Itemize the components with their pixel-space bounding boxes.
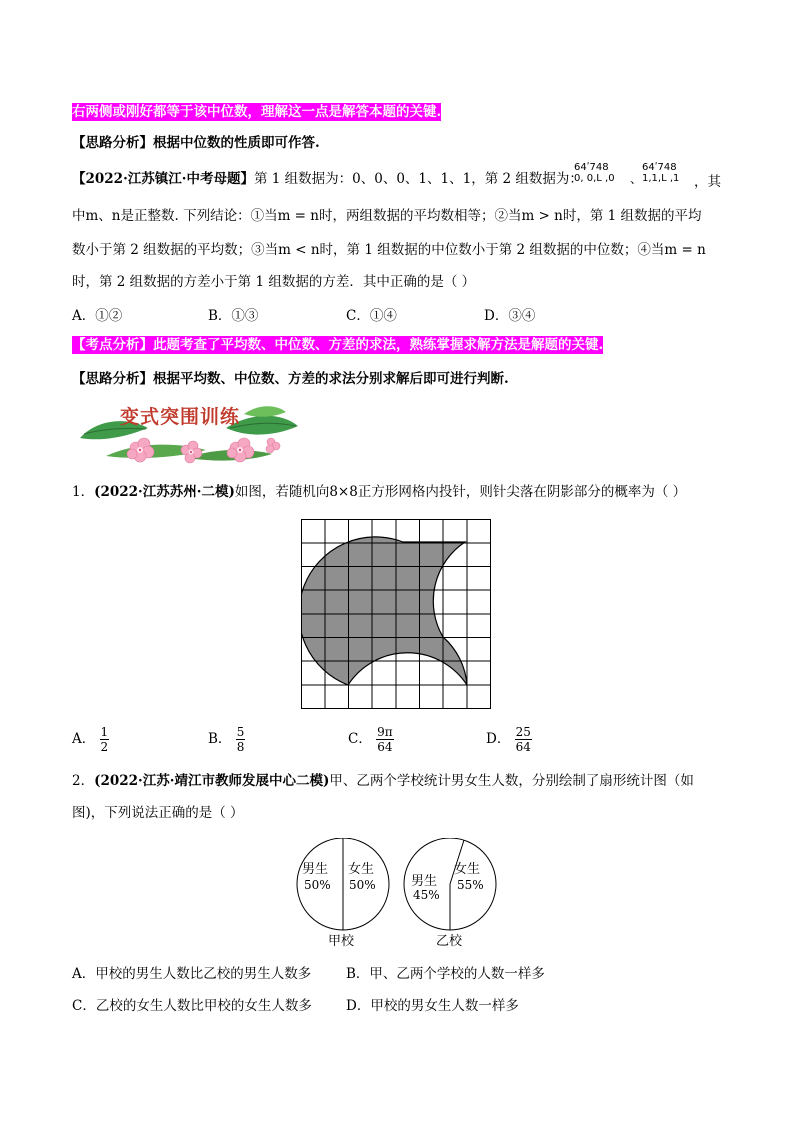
banner-title: 变式突围训练 xyxy=(120,406,241,428)
q1-option-b xyxy=(208,725,245,754)
mother-option-a: A．①② xyxy=(72,308,123,324)
thinking-analysis-2 xyxy=(72,370,509,388)
grid-with-shaded-region xyxy=(301,519,491,709)
pie-yi-right-pct: 55% xyxy=(457,878,484,892)
q1-grid-figure xyxy=(301,519,491,709)
pie-yi-caption: 乙校 xyxy=(436,934,463,949)
mother-option-b: B．①③ xyxy=(208,308,259,324)
section-banner xyxy=(76,398,302,464)
option-label: C． xyxy=(348,731,372,747)
formula-1-top: 64ʹ748 xyxy=(574,162,609,173)
thinking-text: 根据中位数的性质即可作答. xyxy=(153,135,320,151)
analysis-highlight xyxy=(72,336,603,354)
mother-problem-line2: 中m、n是正整数. 下列结论：①当m = n时，两组数据的平均数相等；②当m > n时，第 1 组数据的平均 xyxy=(72,208,702,224)
mother-problem-line4: 时，第 2 组数据的方差小于第 1 组数据的方差．其中正确的是（ ） xyxy=(72,274,476,290)
pie-yi-right-label: 女生 xyxy=(454,862,481,877)
q2-source: (2022·江苏·靖江市教师发展中心二模) xyxy=(94,773,330,789)
q2-text-1: 甲、乙两个学校统计男女生人数，分别绘制了扇形统计图（如 xyxy=(329,773,694,789)
q1-stem xyxy=(72,483,686,501)
analysis-text: 此题考查了平均数、中位数、方差的求法，熟练掌握求解方法是解题的关键. xyxy=(153,337,604,353)
q1-number: 1． xyxy=(72,484,95,500)
pie-yi-left-label: 男生 xyxy=(411,874,438,889)
thinking-analysis-1 xyxy=(72,134,320,152)
option-label: D． xyxy=(486,731,511,747)
formula-2-top: 64ʹ748 xyxy=(642,162,677,173)
thinking-text: 根据平均数、中位数、方差的求法分别求解后即可进行判断. xyxy=(153,371,509,387)
q2-pie-figure xyxy=(292,838,502,950)
option-label: A． xyxy=(72,731,96,747)
mother-problem-tag: 【2022·江苏镇江·中考母题】 xyxy=(72,171,254,187)
pie-jia-right-label: 女生 xyxy=(348,862,375,877)
pie-charts xyxy=(292,838,502,950)
analysis-tag: 【考点分析】 xyxy=(72,337,153,353)
q1-option-a xyxy=(72,725,109,754)
pie-jia-caption: 甲校 xyxy=(328,934,355,949)
pie-yi-left-pct: 45% xyxy=(413,888,440,902)
numerator: 5 xyxy=(236,725,245,739)
q2-number: 2． xyxy=(72,773,95,789)
pie-jia-left-label: 男生 xyxy=(302,862,329,877)
denominator: 2 xyxy=(100,740,109,754)
q1-option-d xyxy=(486,725,532,754)
highlight-text: 右两侧或刚好都等于该中位数，理解这一点是解答本题的关键. xyxy=(72,104,442,120)
q2-stem-line1 xyxy=(72,772,694,790)
fraction xyxy=(100,725,110,754)
mother-problem-line1 xyxy=(72,170,583,188)
mother-option-c: C．①④ xyxy=(346,308,397,324)
thinking-tag: 【思路分析】 xyxy=(72,135,153,151)
fraction xyxy=(376,725,394,754)
mother-problem-text-b: ，其 xyxy=(694,174,721,190)
thinking-tag: 【思路分析】 xyxy=(72,371,153,387)
q2-option-a: A．甲校的男生人数比乙校的男生人数多 xyxy=(72,966,312,982)
broken-formula-2 xyxy=(642,162,679,184)
q1-option-c xyxy=(348,725,394,754)
option-label: B． xyxy=(208,731,232,747)
formula-2-bottom: 1,1,L ,1 xyxy=(642,173,680,184)
fraction xyxy=(515,725,532,754)
denominator: 64 xyxy=(515,740,531,754)
q1-source: (2022·江苏苏州·二模) xyxy=(94,484,235,500)
q2-stem-line2: 图)，下列说法正确的是（ ） xyxy=(72,805,244,821)
mother-option-d: D．③④ xyxy=(484,308,536,324)
q2-option-d: D．甲校的男女生人数一样多 xyxy=(346,998,519,1014)
numerator: 25 xyxy=(515,725,531,739)
q2-option-c: C．乙校的女生人数比甲校的女生人数多 xyxy=(72,998,312,1014)
analysis-line xyxy=(72,336,603,354)
formula-sep: 、 xyxy=(630,172,643,186)
mother-problem-text-a: 第 1 组数据为：0、0、0、1、1、1，第 2 组数据为： xyxy=(253,171,583,187)
header-note-line xyxy=(72,103,441,121)
denominator: 64 xyxy=(377,740,393,754)
numerator: 9π xyxy=(377,725,393,739)
numerator: 1 xyxy=(100,725,109,739)
pie-jia-left-pct: 50% xyxy=(304,878,331,892)
mother-problem-line3: 数小于第 2 组数据的平均数；③当m < n时，第 1 组数据的中位数小于第 2 组数据的中位数；④当m = n xyxy=(72,242,706,258)
fraction xyxy=(236,725,246,754)
q2-option-b: B．甲、乙两个学校的人数一样多 xyxy=(346,966,545,982)
formula-1-bottom: 0, 0,L ,0 xyxy=(574,173,615,184)
denominator: 8 xyxy=(236,740,245,754)
pie-jia-right-pct: 50% xyxy=(349,878,376,892)
q1-text: 如图，若随机向8×8正方形网格内投针，则针尖落在阴影部分的概率为（ ） xyxy=(234,484,687,500)
broken-formula-1 xyxy=(574,162,615,184)
